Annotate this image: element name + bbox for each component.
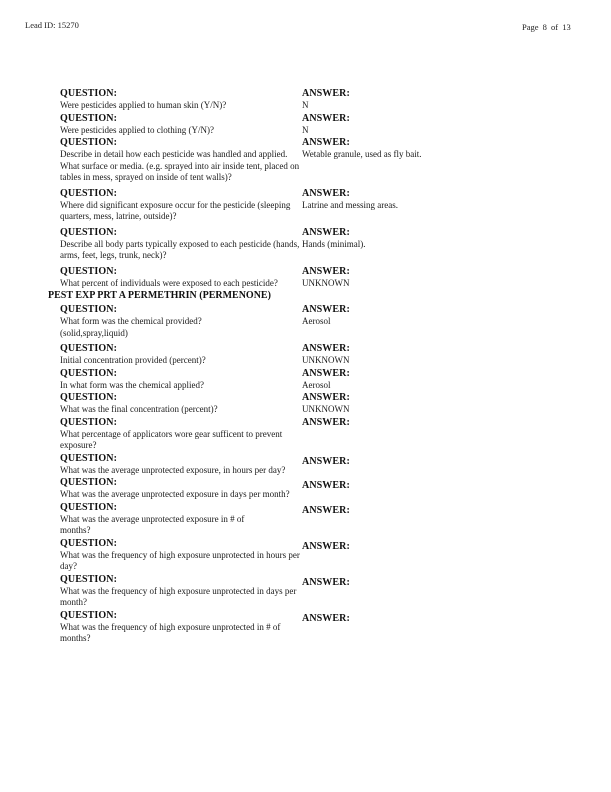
- question-text: What percent of individuals were exposed to each pesticide?: [60, 277, 278, 288]
- answer-label: ANSWER:: [302, 504, 350, 516]
- question-text: What was the frequency of high exposure unprotected in days per month?: [60, 585, 297, 607]
- question-text: Describe all body parts typically exposed to each pesticide (hands, arms, feet, legs, trunk, neck)?: [60, 238, 300, 260]
- answer-label: ANSWER:: [302, 416, 350, 428]
- question-label: QUESTION:: [60, 416, 118, 428]
- answer-label: ANSWER:: [302, 367, 350, 379]
- question-text: What was the final concentration (percent)?: [60, 404, 218, 414]
- answer-text: UNKNOWN: [302, 355, 350, 365]
- answer-label: ANSWER:: [302, 480, 350, 491]
- question-label: QUESTION:: [60, 609, 118, 621]
- qa-row: [60, 88, 560, 112]
- qa-row: [60, 137, 560, 184]
- answer-label: ANSWER:: [302, 265, 350, 277]
- qa-row: [60, 392, 560, 416]
- question-label: QUESTION:: [60, 304, 118, 315]
- answer-text: Aerosol: [302, 316, 331, 326]
- answer-label: ANSWER:: [302, 576, 350, 588]
- question-label: QUESTION:: [60, 367, 118, 379]
- question-text: Describe in detail how each pesticide was handled and applied. What surface or media. (e.g. sprayed into air inside tent, placed on tables in mess, sprayed on inside of tent walls)?: [60, 149, 300, 182]
- question-text: What form was the chemical provided?(solid,spray,liquid): [60, 316, 202, 338]
- question-label: QUESTION:: [60, 343, 118, 354]
- qa-row: [60, 188, 560, 223]
- answer-text: UNKNOWN: [302, 404, 350, 414]
- answer-label: ANSWER:: [302, 343, 350, 354]
- question-label: QUESTION:: [60, 573, 118, 585]
- answer-text: UNKNOWN: [302, 277, 350, 288]
- question-label: QUESTION:: [60, 265, 118, 277]
- question-text: What percentage of applicators wore gear sufficent to prevent exposure?: [60, 428, 283, 450]
- question-label: QUESTION:: [60, 226, 118, 238]
- answer-label: ANSWER:: [302, 187, 350, 199]
- qa-row: [60, 227, 560, 262]
- question-label: QUESTION:: [60, 452, 118, 464]
- question-text: Were pesticides applied to human skin (Y/N)?: [60, 100, 227, 110]
- question-label: QUESTION:: [60, 112, 118, 124]
- page-number: Page 8 of 13: [522, 22, 571, 32]
- question-label: QUESTION:: [60, 477, 118, 488]
- answer-text: N: [302, 124, 309, 135]
- answer-label: ANSWER:: [302, 612, 350, 624]
- qa-row: [60, 266, 560, 290]
- question-text: What was the frequency of high exposure unprotected in # of months?: [60, 621, 281, 643]
- lead-id: Lead ID: 15270: [25, 20, 79, 30]
- answer-text: Aerosol: [302, 379, 331, 390]
- qa-row: [60, 368, 560, 392]
- questionnaire: [48, 88, 560, 646]
- question-label: QUESTION:: [60, 501, 118, 513]
- question-label: QUESTION:: [60, 392, 118, 403]
- answer-text: Wetable granule, used as fly bait.: [302, 149, 422, 159]
- answer-label: ANSWER:: [302, 112, 350, 124]
- answer-label: ANSWER:: [302, 455, 350, 467]
- question-label: QUESTION:: [60, 88, 118, 99]
- question-text: In what form was the chemical applied?: [60, 379, 204, 390]
- qa-row: [60, 538, 560, 573]
- question-text: Were pesticides applied to clothing (Y/N)?: [60, 124, 214, 135]
- answer-label: ANSWER:: [302, 137, 350, 148]
- answer-label: ANSWER:: [302, 392, 350, 403]
- question-text: Where did significant exposure occur for the pesticide (sleeping quarters, mess, latrine, outside)?: [60, 199, 291, 221]
- answer-text: N: [302, 100, 309, 110]
- qa-row: [60, 502, 560, 537]
- answer-text: Latrine and messing areas.: [302, 199, 398, 210]
- question-label: QUESTION:: [60, 537, 118, 549]
- qa-row: [60, 574, 560, 609]
- answer-label: ANSWER:: [302, 540, 350, 552]
- question-text: What was the frequency of high exposure unprotected in hours per day?: [60, 549, 300, 571]
- question-label: QUESTION:: [60, 187, 118, 199]
- qa-row: [60, 304, 560, 339]
- qa-row: [60, 417, 560, 452]
- qa-row: [60, 477, 560, 501]
- question-text: Initial concentration provided (percent)?: [60, 355, 206, 365]
- answer-text: Hands (minimal).: [302, 238, 366, 249]
- qa-row: [60, 610, 560, 645]
- question-text: What was the average unprotected exposure in days per month?: [60, 489, 290, 499]
- answer-label: ANSWER:: [302, 304, 350, 315]
- question-text: What was the average unprotected exposure, in hours per day?: [60, 464, 286, 475]
- answer-label: ANSWER:: [302, 226, 350, 238]
- question-text: What was the average unprotected exposure in # of months?: [60, 513, 245, 535]
- question-label: QUESTION:: [60, 137, 118, 148]
- qa-row: [60, 453, 560, 477]
- qa-row: [60, 113, 560, 137]
- answer-label: ANSWER:: [302, 88, 350, 99]
- section-title: PEST EXP PRT A PERMETHRIN (PERMENONE): [48, 290, 271, 301]
- qa-row: [60, 343, 560, 367]
